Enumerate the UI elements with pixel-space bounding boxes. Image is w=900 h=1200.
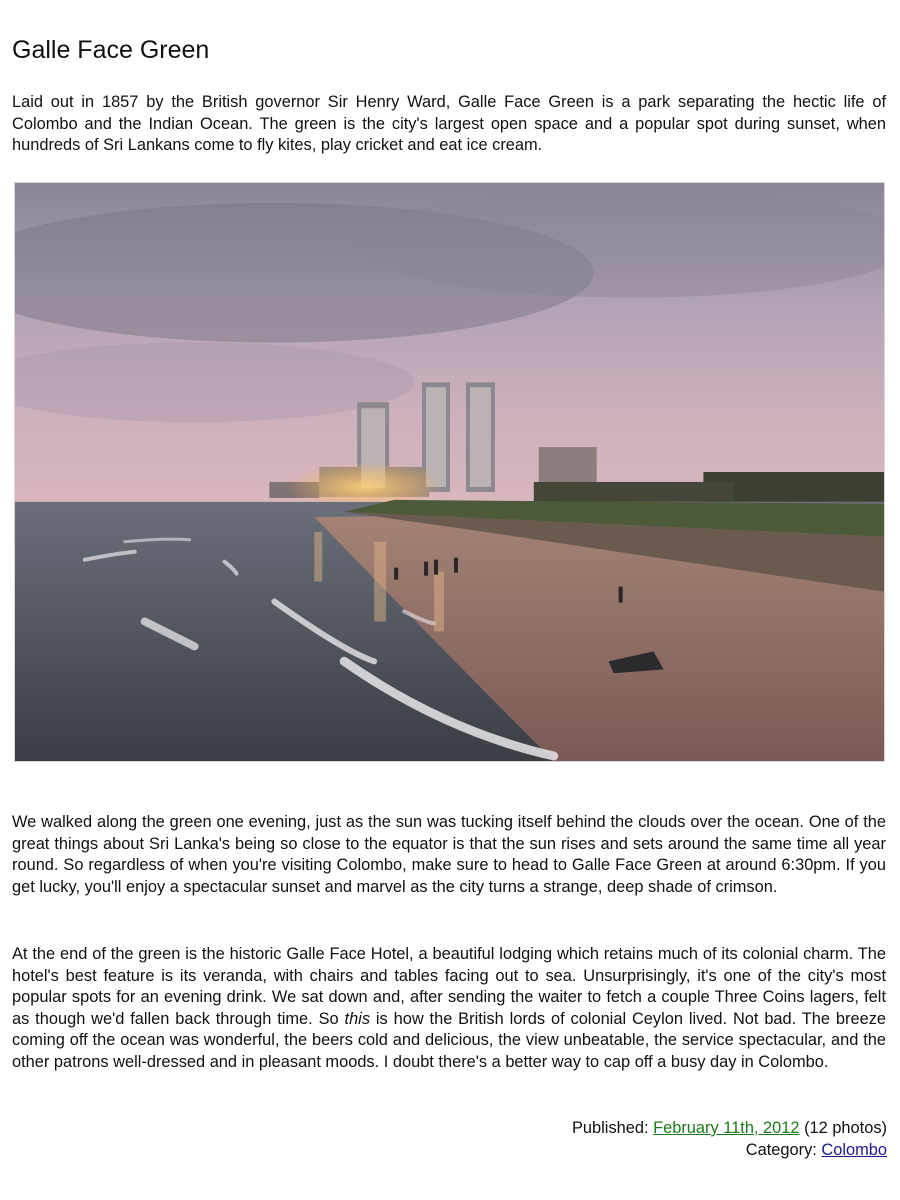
body-paragraph-2-start: At the end of the green is the historic Galle Face Hotel, a beautiful lodging which retains much of its colonial charm. The hotel's best feature is its veranda, with chairs and tables facing out to sea. Unsurprisingly, it's one of the city's most popular spots for an evening drink. We sat down and, after sending the waiter to fetch a couple Three Coins lagers, felt as though we'd fallen back through time. So [12,945,886,1028]
photo-illustration [15,183,884,761]
galle-face-photo[interactable] [14,182,885,762]
photo-count: (12 photos) [804,1119,887,1137]
published-line [572,1118,887,1140]
page-title: Galle Face Green [12,36,210,64]
published-date-link[interactable]: February 11th, 2012 [653,1119,800,1137]
body-paragraph-2-end: is how the British lords of colonial Ceylon lived. Not bad. The breeze coming off the ocean was wonderful, the beers cold and delicious, the view unbeatable, the service spectacular, and the other patrons well-dressed and in pleasant moods. I doubt there's a better way to cap off a busy day in Colombo. [12,1009,887,1071]
category-line [572,1140,887,1162]
category-label: Category: [745,1140,817,1159]
post-meta [572,1118,887,1161]
intro-paragraph: Laid out in 1857 by the British governor Sir Henry Ward, Galle Face Green is a park separating the hectic life of Colombo and the Indian Ocean. The green is the city's largest open space and a popular spot during sunset, when hundreds of Sri Lankans come to fly kites, play cricket and eat ice cream. [12,93,886,154]
emphasis-this: this [344,1009,371,1028]
body-paragraph-2 [12,944,886,1073]
published-label: Published: [572,1119,649,1137]
category-link[interactable]: Colombo [821,1140,887,1159]
body-paragraph-1: We walked along the green one evening, just as the sun was tucking itself behind the clouds over the ocean. One of the great things about Sri Lanka's being so close to the equator is that the sun rises and sets around the same time all year round. So regardless of when you're visiting Colombo, make sure to head to Galle Face Green at around 6:30pm. If you get lucky, you'll enjoy a spectacular sunset and marvel as the city turns a strange, deep shade of crimson. [12,813,886,896]
